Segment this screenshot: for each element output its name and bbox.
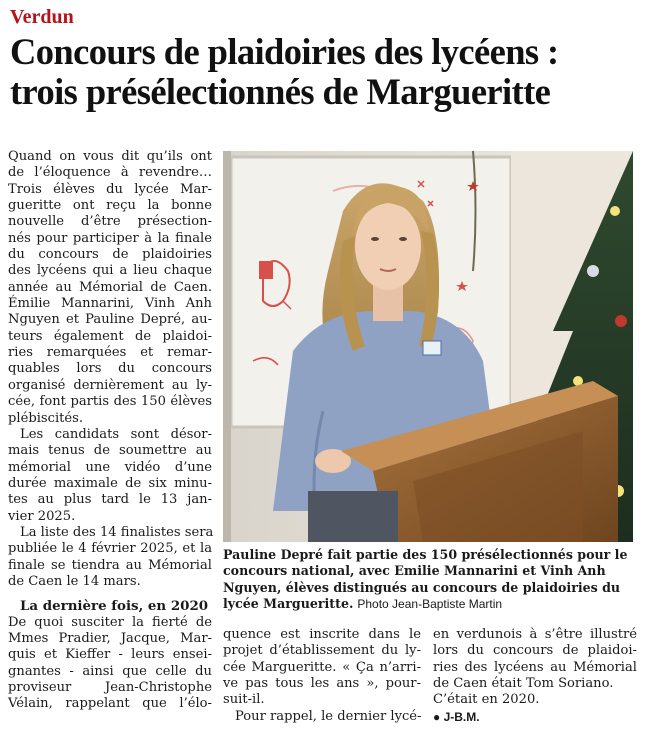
text-line: année au Mémorial de Caen. [8, 279, 212, 295]
article-column-3 [433, 627, 637, 725]
photo-caption [223, 547, 635, 613]
text-line: C’était en 2020. [433, 692, 540, 708]
text-line: quis et Kieffer - leurs ensei- [8, 647, 212, 663]
text-line: nés pour participer à la finale [8, 230, 212, 246]
text-line: nouvelle d’être présection- [8, 214, 212, 230]
article-column-2 [223, 627, 421, 725]
section-kicker: Verdun [10, 6, 74, 28]
text-line: Nguyen et Pauline Depré, au- [8, 312, 212, 328]
text-line: en verdunois à s’être illustré [433, 627, 637, 642]
text-line: lors du concours de plaidoi- [433, 643, 637, 659]
text-line: ve pas tous les ans », pour- [223, 676, 421, 692]
text-line: cée, font partis des 150 élèves [8, 394, 212, 410]
text-line: finale se tiendra au Mémorial [8, 557, 212, 573]
text-line: cée Margueritte. « Ça n’arri- [223, 659, 421, 675]
text-line: Vélain, rappelant que l’élo- [8, 696, 212, 712]
headline [10, 32, 640, 112]
text-line: ries des lycéens au Mémorial [433, 659, 637, 675]
text-line: suit-il. [223, 692, 265, 708]
text-line: des lycéens qui a lieu chaque [8, 263, 212, 279]
text-line: mais tenus de soumettre au [8, 443, 212, 459]
article-column-1 [8, 149, 212, 713]
text-line: du concours de plaidoiries [8, 247, 212, 263]
subheading: La dernière fois, en 2020 [20, 598, 209, 615]
author-signature: ● J-B.M. [433, 709, 480, 724]
text-line: Quand on vous dit qu’ils ont [8, 149, 212, 164]
text-line: durée maximale de six minu- [8, 475, 212, 491]
text-line: tes au plus tard le 13 jan- [8, 492, 212, 508]
text-line: de Caen était Tom Soriano. [433, 676, 614, 692]
headline-line-1: Concours de plaidoiries des lycéens : [10, 31, 559, 72]
text-line: La liste des 14 finalistes sera [20, 524, 214, 540]
text-line: Émilie Mannarini, Vinh Anh [8, 296, 212, 312]
headline-line-2: trois présélectionnés de Margueritte [10, 71, 551, 112]
article-photo [223, 151, 633, 542]
caption-text: Pauline Depré fait partie des 150 présélectionnés pour le concours national, avec Emilie Mannarini et Vinh Anh Nguyen, élèves distingués au concours de plaidoiries du lycée Margueritte. [223, 547, 628, 612]
text-line: publiée le 4 février 2025, et la [8, 541, 212, 557]
text-line: Mmes Pradier, Jacque, Mar- [8, 630, 212, 646]
text-line: Les candidats sont désor- [20, 426, 212, 442]
text-line: organisé dernièrement au ly- [8, 377, 212, 393]
text-line: projet d’établissement du ly- [223, 643, 421, 659]
text-line: Trois élèves du lycée Mar- [8, 181, 212, 197]
text-line: Pour rappel, le dernier lycé- [235, 708, 422, 724]
text-line: gnantes - ainsi que celle du [8, 663, 212, 679]
text-line: plébiscités. [8, 410, 84, 426]
text-line: de l’éloquence à revendre… [8, 165, 212, 181]
text-line: quence est inscrite dans le [223, 627, 421, 642]
text-line: quables lors du concours [8, 361, 212, 377]
text-line: gueritte ont reçu la bonne [8, 198, 212, 214]
text-line: De quoi susciter la fierté de [8, 614, 212, 630]
photo-credit: Photo Jean-Baptiste Martin [357, 597, 503, 612]
text-line: mémorial une vidéo d’une [8, 459, 212, 475]
photo-illustration [223, 151, 633, 542]
text-line: vier 2025. [8, 508, 76, 524]
text-line: proviseur Jean-Christophe [8, 680, 212, 695]
text-line: ries remarquées et remar- [8, 345, 212, 361]
text-line: teurs également de plaidoi- [8, 328, 212, 344]
text-line: de Caen le 14 mars. [8, 573, 141, 589]
